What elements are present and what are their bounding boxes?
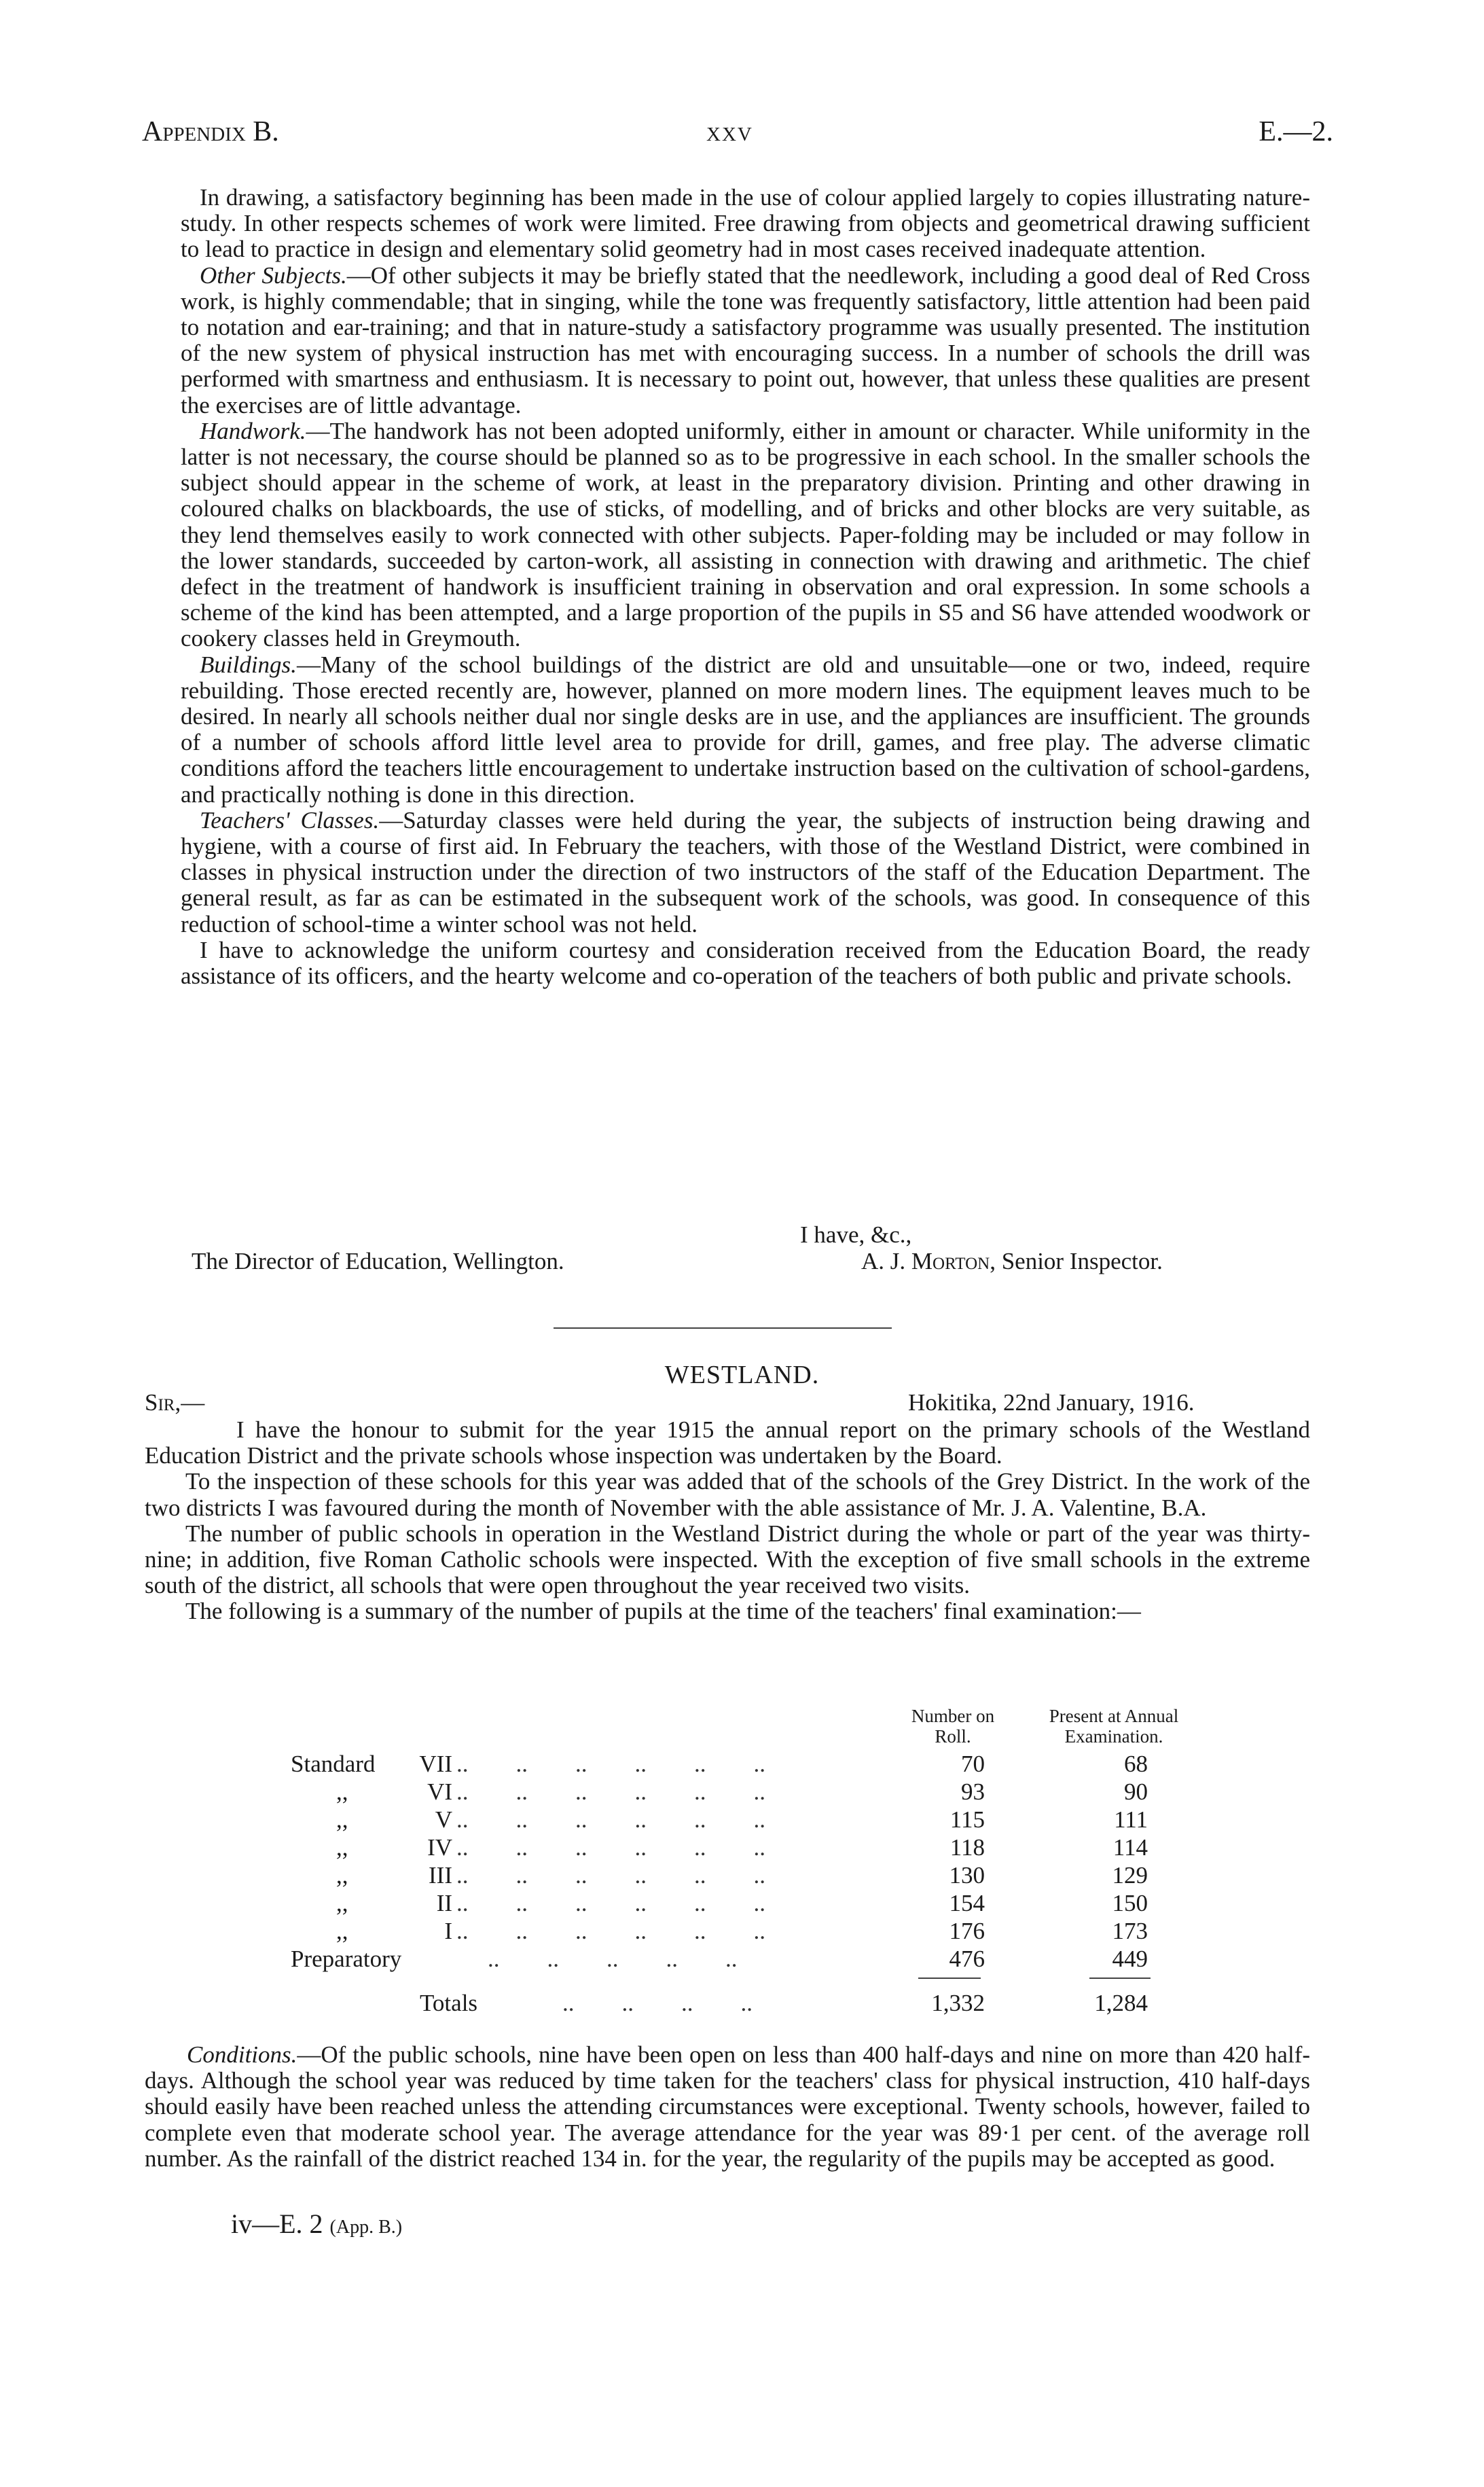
header-appendix-label: Appendix B. xyxy=(142,116,279,147)
paragraph-teachers-classes xyxy=(181,808,1310,937)
signatory-initials: A. J. xyxy=(861,1248,906,1274)
signoff-i-have: I have, &c., xyxy=(800,1221,912,1248)
leader-dots: .. .. .. .. .. .. xyxy=(456,1778,765,1805)
cell-roll: 176 xyxy=(949,1918,985,1944)
cell-present: 111 xyxy=(1114,1806,1148,1833)
row-label: VI xyxy=(427,1778,452,1805)
report-body-top xyxy=(181,185,1310,989)
text-handwork: —The handwork has not been adopted uniformly, either in amount or character. While uniformity in the latter is not necessary, the course should be planned so as to be progressive in each school. In the smaller schools the subject should appear in the scheme of work, at least in the preparatory division. Printing and other drawing in coloured chalks on blackboards, the use of sticks, of modelling, and of bricks and other blocks are very suitable, as they lend themselves easily to work connected with other subjects. Paper-folding may be included or may follow in the lower standards, succeeded by carton-work, all assisting in connection with drawing and arithmetic. The chief defect in the treatment of handwork is insufficient training in observation and oral expression. In some schools a scheme of the kind has been attempted, and a large proportion of the pupils in S5 and S6 have attended woodwork or cookery classes held in Greymouth. xyxy=(181,417,1310,652)
footer-signature: iv—E. 2 xyxy=(231,2208,323,2239)
row-label: I xyxy=(444,1918,452,1944)
leader-dots: .. .. .. .. xyxy=(562,1990,753,2016)
row-label: Preparatory xyxy=(291,1946,402,1972)
leader-dots: .. .. .. .. .. .. xyxy=(456,1806,765,1833)
signoff-signatory xyxy=(861,1248,1163,1275)
text-conditions: —Of the public schools, nine have been open on less than 400 half-days and nine on more than 420 half-days. Although the school year was reduced by time taken for the teachers' class for physical instruction, 410 half-days should easily have been reached unless the attending circumstances were exceptional. Twenty schools, however, failed to complete even that moderate school year. The average attendance for the year was 89·1 per cent. of the average roll number. As the rainfall of the district reached 134 in. for the year, the regularity of the pupils may be accepted as good. xyxy=(145,2041,1310,2172)
cell-present: 449 xyxy=(1112,1946,1148,1972)
cell-roll: 154 xyxy=(949,1890,985,1916)
cell-present: 173 xyxy=(1112,1918,1148,1944)
paragraph-drawing: In drawing, a satisfactory beginning has been made in the use of colour applied largely to copies illustrating nature-study. In other respects schemes of work were limited. Free drawing from objects and geometrical drawing sufficient to lead to practice in design and elementary solid geometry had in most cases received inadequate attention. xyxy=(181,184,1310,263)
leader-dots: .. .. .. .. .. .. xyxy=(456,1862,765,1889)
paragraph-honour: I have the honour to submit for the year 1915 the annual report on the primary schools of the Westland Education District and the private schools whose inspection was undertaken by the Board. xyxy=(145,1416,1310,1469)
report-body-westland xyxy=(145,1417,1310,1625)
cell-roll: 70 xyxy=(961,1751,985,1777)
leader-dots: .. .. .. .. .. xyxy=(440,1946,738,1972)
place-date: Hokitika, 22nd January, 1916. xyxy=(908,1389,1195,1416)
row-prefix: Standard xyxy=(291,1751,376,1777)
paragraph-acknowledge: I have to acknowledge the uniform courtesy and consideration received from the Education Board, the ready assistance of its officers, and the hearty welcome and co-operation of the teachers of both public and private schools. xyxy=(181,936,1310,990)
sum-rule-present xyxy=(1089,1978,1151,1979)
paragraph-summary-intro: The following is a summary of the number of pupils at the time of the teachers' final examination:— xyxy=(185,1598,1141,1625)
row-label: II xyxy=(436,1890,452,1916)
text-buildings: —Many of the school buildings of the district are old and unsuitable—one or two, indeed, require rebuilding. Those erected recently are, however, planned on more modern lines. The equipment leaves much to be desired. In nearly all schools neither dual nor single desks are in use, and the appliances are insufficient. The grounds of a number of schools afford little level area to provide for drill, games, and free play. The adverse climatic conditions afford the teachers little encouragement to undertake instruction based on the cultivation of school-gardens, and practically nothing is done in this direction. xyxy=(181,651,1310,808)
leader-dots: .. .. .. .. .. .. xyxy=(456,1751,765,1777)
row-ditto-mark: ,, xyxy=(336,1834,348,1861)
heading-conditions: Conditions. xyxy=(187,2041,297,2068)
cell-roll: 93 xyxy=(961,1778,985,1805)
salutation: Sir,— xyxy=(145,1389,205,1416)
paragraph-buildings xyxy=(181,652,1310,808)
signatory-name: Morton xyxy=(911,1248,990,1274)
cell-present: 129 xyxy=(1112,1862,1148,1889)
totals-label: Totals xyxy=(420,1990,478,2016)
paragraph-conditions xyxy=(145,2042,1310,2172)
paragraph-number-of-schools: The number of public schools in operation in the Westland District during the whole or part of the year was thirty-nine; in addition, five Roman Catholic schools were inspected. With the exception of five small schools in the extreme south of the district, all schools that were open throughout the year received two visits. xyxy=(145,1520,1310,1599)
cell-present: 90 xyxy=(1124,1778,1148,1805)
heading-other-subjects: Other Subjects. xyxy=(200,262,347,289)
totals-present: 1,284 xyxy=(1094,1990,1148,2016)
paragraph-handwork xyxy=(181,418,1310,652)
cell-present: 150 xyxy=(1112,1890,1148,1916)
cell-roll: 130 xyxy=(949,1862,985,1889)
cell-roll: 118 xyxy=(949,1834,985,1861)
row-ditto-mark: ,, xyxy=(336,1778,348,1805)
heading-buildings: Buildings. xyxy=(200,651,297,678)
row-label: III xyxy=(429,1862,452,1889)
leader-dots: .. .. .. .. .. .. xyxy=(456,1890,765,1916)
row-label: VII xyxy=(419,1751,452,1777)
footer-appendix: (App. B.) xyxy=(329,2217,403,2238)
cell-roll: 115 xyxy=(949,1806,985,1833)
signatory-title: , Senior Inspector. xyxy=(990,1248,1163,1274)
row-ditto-mark: ,, xyxy=(336,1918,348,1944)
leader-dots: .. .. .. .. .. .. xyxy=(456,1918,765,1944)
cell-present: 68 xyxy=(1124,1751,1148,1777)
row-ditto-mark: ,, xyxy=(336,1806,348,1833)
section-title-westland: WESTLAND. xyxy=(664,1361,820,1389)
row-label: V xyxy=(435,1806,452,1833)
sum-rule-roll xyxy=(918,1978,981,1979)
report-body-conditions xyxy=(145,2042,1310,2172)
header-report-code: E.—2. xyxy=(1259,116,1333,147)
row-label: IV xyxy=(427,1834,452,1861)
heading-handwork: Handwork. xyxy=(200,417,306,444)
cell-present: 114 xyxy=(1112,1834,1148,1861)
page-footer xyxy=(231,2208,402,2240)
row-ditto-mark: ,, xyxy=(336,1862,348,1889)
cell-roll: 476 xyxy=(949,1946,985,1972)
text-teachers-classes: —Saturday classes were held during the year, the subjects of instruction being drawing and hygiene, with a course of first aid. In February the teachers, with those of the Westland District, were combined in classes in physical instruction under the direction of two instructors of the staff of the Education Department. The general result, as far as can be estimated in the subsequent work of the schools, was good. In consequence of this reduction of school-time a winter school was not held. xyxy=(181,806,1310,937)
signoff-addressee: The Director of Education, Wellington. xyxy=(192,1248,564,1274)
totals-roll: 1,332 xyxy=(931,1990,985,2016)
paragraph-inspection: To the inspection of these schools for this year was added that of the schools of the Grey District. In the work of the two districts I was favoured during the month of November with the able assistance of Mr. J. A. Valentine, B.A. xyxy=(145,1468,1310,1521)
leader-dots: .. .. .. .. .. .. xyxy=(456,1834,765,1861)
text-other-subjects: —Of other subjects it may be briefly stated that the needlework, including a good deal of Red Cross work, is highly commendable; that in singing, while the tone was frequently satisfactory, little attention had been paid to notation and ear-training; and that in nature-study a satisfactory programme was usually presented. The institution of the new system of physical instruction has met with encouraging success. In a number of schools the drill was performed with smartness and enthusiasm. It is necessary to point out, however, that unless these qualities are present the exercises are of little advantage. xyxy=(181,262,1311,418)
page-number: xxv xyxy=(706,116,753,147)
col-header-present: Present at Annual Examination. xyxy=(1049,1706,1179,1747)
paragraph-other-subjects xyxy=(181,263,1310,418)
heading-teachers-classes: Teachers' Classes. xyxy=(200,806,380,834)
section-divider xyxy=(554,1327,892,1329)
row-ditto-mark: ,, xyxy=(336,1890,348,1916)
col-header-roll: Number on Roll. xyxy=(911,1706,995,1747)
